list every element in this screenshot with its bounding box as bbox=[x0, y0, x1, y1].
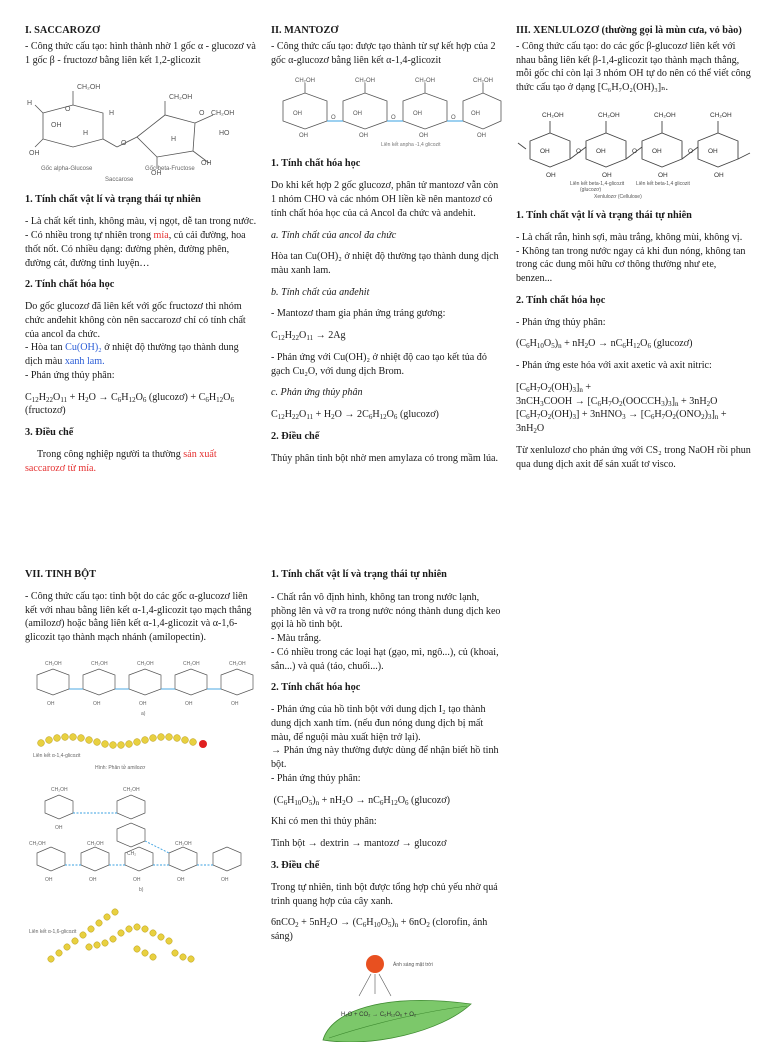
heading-physical: 1. Tính chất vật lí và trạng thái tự nhiên bbox=[271, 569, 447, 580]
hydrolysis-label: - Phản ứng thủy phân: bbox=[516, 316, 606, 328]
svg-text:CH₂OH: CH₂OH bbox=[137, 660, 154, 667]
chemical-cuoh2: - Hòa tan Cu(OH)₂ ở nhiệt độ thường tạo thành dung dịch màu xanh lam. bbox=[25, 342, 239, 368]
preparation-text: Thủy phân tinh bột nhờ men amylaza có trong mầm lúa. bbox=[271, 452, 499, 464]
hydrolysis-equation: $C_{12}H_{22}O_{11} + H_2O \to C_6H_{12}O_6$ (glucozơ) + $C_6H_{12}O_6$ (fructozơ) bbox=[25, 391, 234, 417]
subsection-b-title: b. Tính chất của anđehit bbox=[271, 286, 370, 298]
svg-text:OH: OH bbox=[471, 111, 480, 118]
svg-text:CH₂: CH₂ bbox=[127, 850, 137, 857]
physical-text-3: - Có nhiều trong các loại hạt (gạo, mì, ngô...), củ (khoai, sắn...) và quả (táo, chuối...). bbox=[271, 646, 499, 672]
svg-text:H: H bbox=[83, 130, 89, 138]
section-title: I. SACCAROZƠ bbox=[25, 25, 100, 36]
svg-text:O: O bbox=[121, 140, 127, 148]
hydrolysis-equation: $(C_6H_{10}O_5)_n + nH_2O \to nC_6H_{12}O_6$ (glucozơ) bbox=[271, 794, 450, 807]
physical-text-1: - Chất rắn vô định hình, không tan trong nước lạnh, phồng lên và vỡ ra trong nước nóng thành dung dịch keo gọi là hồ tinh bột. bbox=[271, 592, 501, 631]
subsection-b-text-2: - Phản ứng với Cu(OH)₂ ở nhiệt độ cao tạo kết tủa đỏ gạch Cu₂O, với dung dịch Brom. bbox=[271, 351, 487, 377]
svg-text:b): b) bbox=[139, 886, 144, 893]
fig-note-beta-bond: Liên kết beta-1,4-glicozit bbox=[570, 180, 625, 187]
svg-text:CH₂OH: CH₂OH bbox=[415, 78, 435, 85]
xenlulozo-section bbox=[516, 24, 752, 479]
svg-text:OH: OH bbox=[133, 876, 141, 883]
intro-text: - Công thức cấu tạo: do các gốc β-glucozơ liên kết với nhau bằng liên kết β-1,4-glicozit tạo thành mạch thẳng, mỗi gốc chỉ còn lại 3 nhóm OH tự do nên có thể viết công thức cấu tạo ở dạng [C₆H₇O₂(OH)₃]ₙ. bbox=[516, 41, 751, 94]
svg-text:OH: OH bbox=[55, 824, 63, 831]
heading-preparation: 2. Điều chế bbox=[271, 430, 320, 442]
svg-text:OH: OH bbox=[47, 700, 55, 707]
svg-text:CH₂OH: CH₂OH bbox=[473, 78, 493, 85]
hydrolysis-label: - Phản ứng thủy phân: bbox=[271, 772, 361, 784]
chemical-text: Do gốc glucozơ đã liên kết với gốc fructozơ thì nhóm chức anđehit không còn nên saccarozơ chỉ có tính chất của ancol đa chức. bbox=[25, 301, 246, 340]
svg-text:CH₂OH: CH₂OH bbox=[295, 78, 315, 85]
svg-text:OH: OH bbox=[185, 700, 193, 707]
svg-text:O: O bbox=[632, 147, 638, 155]
amylose-structure-figure bbox=[25, 653, 257, 717]
svg-text:H₂O + CO₂ → C₆H₁₂O₆ + O₂: H₂O + CO₂ → C₆H₁₂O₆ + O₂ bbox=[341, 1011, 417, 1018]
hydrolysis-equation: $(C_6H_{10}O_5)_n + nH_2O \to nC_6H_{12}O_6$ (glucozơ) bbox=[516, 338, 693, 351]
svg-text:OH: OH bbox=[201, 160, 212, 168]
svg-text:HO: HO bbox=[219, 130, 230, 138]
svg-text:OH: OH bbox=[652, 147, 662, 155]
svg-text:OH: OH bbox=[151, 170, 162, 178]
svg-text:O: O bbox=[331, 115, 336, 122]
heading-chemical: 2. Tính chất hóa học bbox=[516, 294, 606, 306]
svg-text:H: H bbox=[27, 100, 33, 108]
tinh-bot-section bbox=[25, 568, 257, 973]
svg-text:CH₂OH: CH₂OH bbox=[183, 660, 200, 667]
svg-text:O: O bbox=[451, 115, 456, 122]
highlight-mia: mía bbox=[153, 230, 169, 242]
amylopectin-branch-figure bbox=[25, 903, 257, 963]
maltose-structure-figure bbox=[271, 75, 503, 147]
silver-mirror-equation: $C_{12}H_{22}O_{11} \to 2Ag$ bbox=[271, 330, 346, 343]
svg-text:OH: OH bbox=[177, 876, 185, 883]
heading-preparation: 3. Điều chế bbox=[271, 859, 320, 871]
fig-caption: Xenlulozơ (Cellulose) bbox=[594, 193, 642, 199]
svg-text:Liên kết beta-1,4 glicozit: Liên kết beta-1,4 glicozit bbox=[636, 180, 690, 187]
svg-text:OH: OH bbox=[93, 700, 101, 707]
svg-text:CH₂OH: CH₂OH bbox=[45, 660, 62, 667]
amylose-chain-figure bbox=[25, 727, 257, 773]
svg-text:OH: OH bbox=[51, 122, 62, 130]
esterification-equations: $[C_6H_7O_2(OH)_3]_n$ + 3nCH$_3$COOH → $[C_6H_7O_2(OOCCH_3)_3]_n + 3nH_2O$ $[C_6H_7O_2(OH)_3]$ + 3nHNO$_3$ → $[C_6H_7O_2(ONO_2)_3]_n + 3nH_2O$ bbox=[516, 381, 727, 436]
subsection-a-title: a. Tính chất của ancol đa chức bbox=[271, 229, 397, 241]
svg-text:CH₂OH: CH₂OH bbox=[211, 110, 235, 118]
svg-text:CH₂OH: CH₂OH bbox=[598, 111, 620, 119]
hydrolysis-equation: $C_{12}H_{22}O_{11} + H_2O \to 2C_6H_{12}O_6$ (glucozơ) bbox=[271, 409, 439, 422]
svg-text:OH: OH bbox=[45, 876, 53, 883]
svg-text:CH₂OH: CH₂OH bbox=[654, 111, 676, 119]
fig-caption: Saccarose bbox=[105, 177, 134, 184]
sun-label: Ánh sáng mặt trời bbox=[393, 961, 433, 968]
svg-text:OH: OH bbox=[596, 147, 606, 155]
heading-chemical: 2. Tính chất hóa học bbox=[25, 279, 115, 291]
highlight-cuoh2: Cu(OH)₂ bbox=[65, 342, 102, 354]
preparation-text: Trong công nghiệp người ta thường sản xuất saccarozơ từ mía. bbox=[25, 449, 217, 474]
svg-text:OH: OH bbox=[602, 171, 612, 179]
esterification-label: - Phản ứng este hóa với axit axetic và axit nitric: bbox=[516, 360, 712, 372]
section-title: III. XENLULOZƠ (thường gọi là mùn cưa, vỏ bào) bbox=[516, 25, 742, 36]
svg-text:H: H bbox=[109, 110, 115, 118]
chemical-text: Do khi kết hợp 2 gốc glucozơ, phân tử mantozơ vẫn còn 1 nhóm CHO và các nhóm OH liền kề nên mantozơ có tính chất hóa học của cả Ancol đa chức và andehit. bbox=[271, 180, 499, 219]
svg-text:CH₂OH: CH₂OH bbox=[87, 840, 104, 847]
svg-text:O: O bbox=[391, 115, 396, 122]
svg-text:CH₂OH: CH₂OH bbox=[29, 840, 46, 847]
svg-text:Liên kết α-1,4-glicozit: Liên kết α-1,4-glicozit bbox=[33, 752, 81, 759]
subsection-b-text-1: - Mantozơ tham gia phản ứng tráng gương: bbox=[271, 308, 446, 320]
svg-text:OH: OH bbox=[708, 147, 718, 155]
svg-text:O: O bbox=[576, 147, 582, 155]
physical-text-2: - Màu trắng. bbox=[271, 633, 322, 645]
photosynthesis-equation: $6nCO_2 + 5nH_2O \to (C_6H_{10}O_5)_n + 6nO_2$ (clorofin, ánh sáng) bbox=[271, 917, 488, 942]
svg-text:OH: OH bbox=[419, 133, 428, 140]
svg-text:OH: OH bbox=[293, 111, 302, 118]
enzyme-label: Khi có men thì thủy phân: bbox=[271, 816, 377, 828]
iodine-conclusion: → Phản ứng này thường được dùng để nhận biết hồ tinh bột. bbox=[271, 745, 499, 771]
svg-text:OH: OH bbox=[299, 133, 308, 140]
physical-text-2: - Có nhiều trong tự nhiên trong mía, củ cải đường, hoa thốt nốt. Có nhiều dạng: đường phèn, đường phên, đường cát, đường tinh luyện… bbox=[25, 230, 246, 269]
amylopectin-structure-figure bbox=[25, 783, 257, 893]
iodine-text: - Phản ứng của hồ tinh bột với dung dịch I₂ tạo thành dung dịch xanh tím. (nếu đun nóng dung dịch bị mất màu, để nguội màu xuất hiện trở lại). bbox=[271, 704, 486, 743]
svg-text:OH: OH bbox=[413, 111, 422, 118]
svg-text:OH: OH bbox=[477, 133, 486, 140]
svg-text:O: O bbox=[199, 110, 205, 118]
svg-text:OH: OH bbox=[540, 147, 550, 155]
svg-text:OH: OH bbox=[139, 700, 147, 707]
mantozo-section bbox=[271, 24, 503, 474]
fig-note-glucose: (glucozơ) bbox=[580, 186, 602, 193]
heading-chemical: 1. Tính chất hóa học bbox=[271, 158, 361, 170]
photosynthesis-leaf-figure bbox=[271, 952, 503, 1042]
saccarose-structure-figure bbox=[25, 75, 257, 183]
svg-text:O: O bbox=[65, 106, 71, 114]
subsection-a-text: Hòa tan Cu(OH)₂ ở nhiệt độ thường tạo thành dung dịch màu xanh lam. bbox=[271, 251, 499, 277]
subsection-c-title: c. Phản ứng thủy phân bbox=[271, 387, 363, 399]
svg-text:CH₂OH: CH₂OH bbox=[77, 84, 101, 92]
svg-text:OH: OH bbox=[353, 111, 362, 118]
fig-label-glucose: Gốc alpha-Glucose bbox=[41, 166, 93, 173]
svg-text:CH₂OH: CH₂OH bbox=[175, 840, 192, 847]
svg-text:O: O bbox=[688, 147, 694, 155]
svg-text:CH₂OH: CH₂OH bbox=[51, 786, 68, 793]
intro-text: - Công thức cấu tạo: tinh bột do các gốc α-glucozơ liên kết với nhau bằng liên kết α-1,4-glicozit tạo mạch thẳng (amilozơ) hoặc bằng liên kết α-1,4-glicozit và α-1,6-glicozit tạo thành mạch nhánh (amilopectin). bbox=[25, 591, 252, 644]
highlight-production: sản xuất saccarozơ từ mía. bbox=[25, 449, 217, 474]
svg-text:Liên kết α-1,6-glicozit: Liên kết α-1,6-glicozit bbox=[29, 928, 77, 935]
svg-text:CH₂OH: CH₂OH bbox=[355, 78, 375, 85]
fig-caption-amylose: Hình: Phân tử amilozơ bbox=[95, 764, 146, 771]
svg-text:CH₂OH: CH₂OH bbox=[91, 660, 108, 667]
enzyme-chain: Tinh bột → dextrin → mantozơ → glucozơ bbox=[271, 838, 447, 850]
heading-chemical: 2. Tính chất hóa học bbox=[271, 682, 361, 694]
svg-text:CH₂OH: CH₂OH bbox=[542, 111, 564, 119]
heading-preparation: 3. Điều chế bbox=[25, 427, 74, 439]
heading-physical: 1. Tính chất vật lí và trạng thái tự nhiên bbox=[516, 209, 692, 221]
svg-text:a): a) bbox=[141, 710, 146, 717]
svg-text:OH: OH bbox=[29, 150, 40, 158]
physical-text-1: - Là chất kết tinh, không màu, vị ngọt, dễ tan trong nước. bbox=[25, 216, 257, 228]
svg-text:OH: OH bbox=[89, 876, 97, 883]
heading-physical: 1. Tính chất vật lí và trạng thái tự nhiên bbox=[25, 194, 201, 206]
section-title: VII. TINH BỘT bbox=[25, 569, 97, 580]
svg-text:OH: OH bbox=[359, 133, 368, 140]
svg-text:CH₂OH: CH₂OH bbox=[229, 660, 246, 667]
fig-note-alpha-bond: Liên kết anpha -1,4 glicozit bbox=[381, 142, 441, 148]
section-title: II. MANTOZƠ bbox=[271, 25, 339, 36]
fig-label-fructose: Gốc beta-Fructose bbox=[145, 166, 195, 173]
svg-text:OH: OH bbox=[231, 700, 239, 707]
svg-text:OH: OH bbox=[546, 171, 556, 179]
photosynthesis-text: Trong tự nhiên, tinh bột được tổng hợp chủ yếu nhờ quá trình quang hợp của cây xanh. bbox=[271, 881, 498, 907]
svg-text:CH₂OH: CH₂OH bbox=[123, 786, 140, 793]
svg-text:CH₂OH: CH₂OH bbox=[169, 94, 193, 102]
svg-text:OH: OH bbox=[658, 171, 668, 179]
svg-text:H: H bbox=[171, 136, 177, 144]
svg-text:CH₂OH: CH₂OH bbox=[710, 111, 732, 119]
highlight-xanh-lam: xanh lam. bbox=[64, 356, 105, 368]
cellulose-structure-figure bbox=[516, 103, 752, 199]
hydrolysis-label: - Phản ứng thủy phân: bbox=[25, 369, 115, 381]
tinh-bot-properties bbox=[271, 568, 503, 1042]
physical-text-1: - Là chất rắn, hình sợi, màu trắng, không mùi, không vị. bbox=[516, 231, 743, 243]
saccarozo-section bbox=[25, 24, 257, 484]
intro-text: - Công thức cấu tạo: hình thành nhờ 1 gốc α - glucozơ và 1 gốc β - fructozơ bằng liên kết 1,2-glicozit bbox=[25, 41, 256, 66]
visco-text: Từ xenlulozơ cho phản ứng với CS₂ trong NaOH rồi phun qua dung dịch axit để sản xuất tơ visco. bbox=[516, 444, 751, 470]
svg-text:OH: OH bbox=[714, 171, 724, 179]
physical-text-2: - Không tan trong nước ngay cả khi đun nóng, không tan trong các dung môi hữu cơ thông thường như ete, benzen... bbox=[516, 245, 746, 285]
intro-text: - Công thức cấu tạo: được tạo thành từ sự kết hợp của 2 gốc α-glucozơ bằng liên kết α-1,4-glicozit bbox=[271, 41, 496, 66]
svg-text:OH: OH bbox=[221, 876, 229, 883]
